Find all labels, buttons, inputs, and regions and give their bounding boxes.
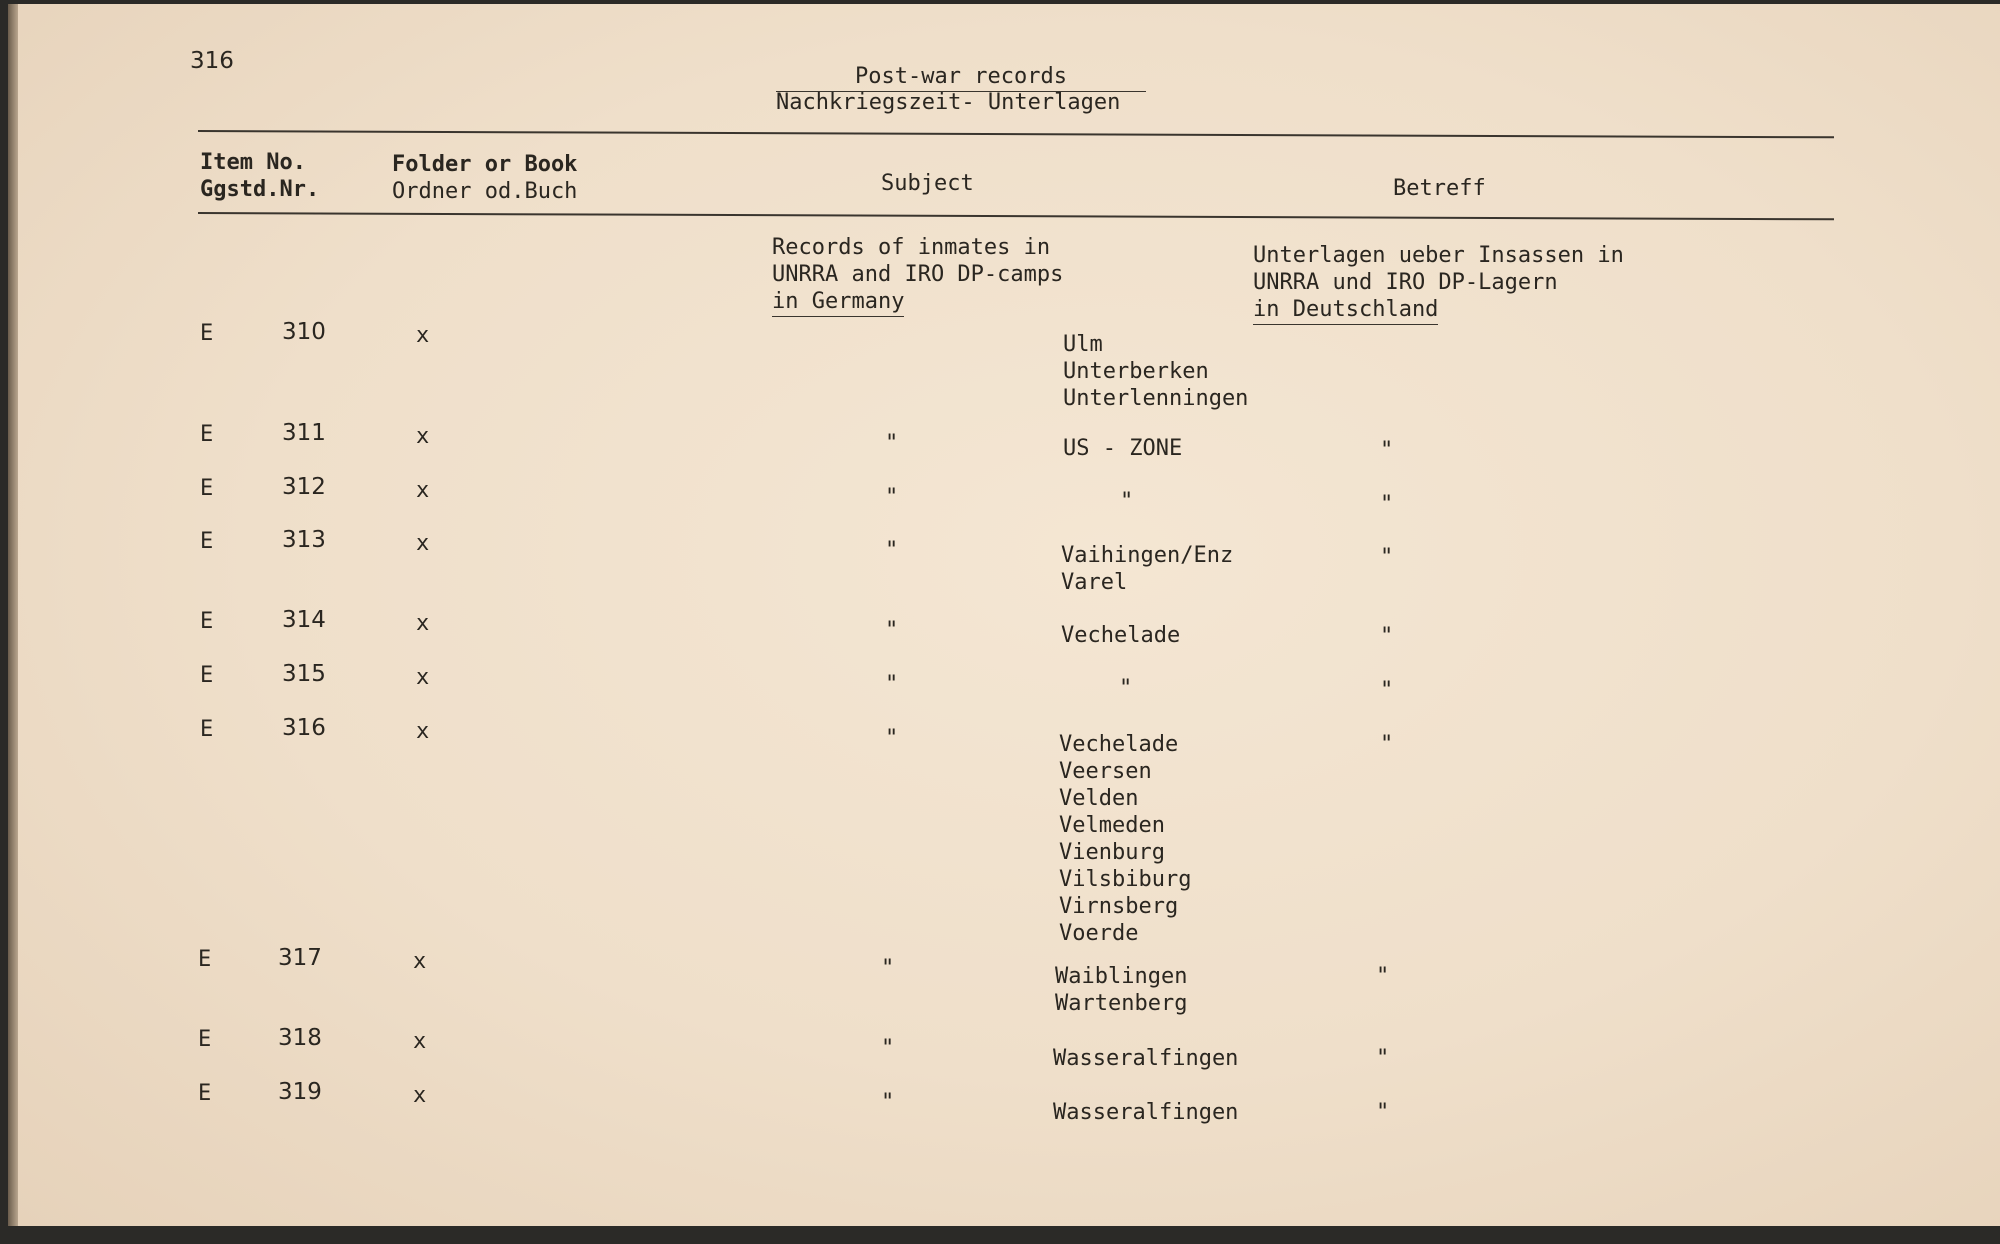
header-top-rule [198,130,1834,138]
subject-intro-line-3: in Germany [772,288,904,317]
subject-ditto: " [885,431,899,456]
item-letter: E [200,663,214,688]
folder-mark: x [413,1083,427,1108]
binding-edge [8,4,18,1226]
place-name: Voerde [1059,921,1139,946]
place-name: Unterberken [1063,359,1209,384]
item-number: 311 [282,420,326,446]
place-name: " [1119,676,1133,701]
subject-intro-line-2: UNRRA and IRO DP-camps [772,262,1064,287]
place-name: Vienburg [1059,840,1165,865]
place-name: US - ZONE [1063,436,1183,461]
place-name: Ulm [1063,332,1103,357]
betreff-ditto: " [1380,732,1394,757]
folder-mark: x [413,949,427,974]
betreff-ditto: " [1376,1046,1390,1071]
folder-mark: x [416,665,430,690]
betreff-ditto: " [1380,492,1394,517]
item-letter: E [200,529,214,554]
folder-mark: x [416,478,430,503]
item-number: 319 [278,1079,322,1105]
item-letter: E [198,1027,212,1052]
folder-mark: x [416,424,430,449]
subject-ditto: " [881,1090,895,1115]
place-name: Vechelade [1061,623,1181,648]
document-page [8,4,2000,1226]
header-betreff: Betreff [1393,176,1486,201]
place-name: Veersen [1059,759,1152,784]
item-number: 313 [282,527,326,553]
subject-ditto: " [881,1036,895,1061]
subject-ditto: " [885,618,899,643]
subject-ditto: " [885,485,899,510]
subject-ditto: " [885,538,899,563]
place-name: Virnsberg [1059,894,1179,919]
place-name: Vechelade [1059,732,1179,757]
folder-mark: x [416,531,430,556]
betreff-intro-line-2: UNRRA und IRO DP-Lagern [1253,270,1558,295]
folder-mark: x [416,611,430,636]
place-name: " [1120,489,1134,514]
item-letter: E [200,717,214,742]
item-letter: E [198,1081,212,1106]
folder-mark: x [416,323,430,348]
item-number: 314 [282,607,326,633]
item-number: 316 [282,715,326,741]
page-number: 316 [190,48,234,74]
place-name: Vaihingen/Enz [1061,543,1234,568]
subject-ditto: " [885,672,899,697]
item-letter: E [200,321,214,346]
header-folder-de: Ordner od.Buch [392,179,578,204]
place-name: Waiblingen [1055,964,1188,989]
item-letter: E [200,609,214,634]
item-number: 310 [282,319,326,345]
header-subject: Subject [881,171,974,196]
title-german: Nachkriegszeit- Unterlagen [776,90,1121,115]
header-item-no-de: Ggstd.Nr. [200,177,320,202]
item-letter: E [200,422,214,447]
folder-mark: x [413,1029,427,1054]
item-number: 318 [278,1025,322,1051]
item-letter: E [200,476,214,501]
item-number: 315 [282,661,326,687]
place-name: Unterlenningen [1063,386,1249,411]
betreff-intro-line-3: in Deutschland [1253,296,1438,325]
betreff-ditto: " [1376,1100,1390,1125]
betreff-ditto: " [1380,438,1394,463]
item-number: 312 [282,474,326,500]
subject-intro-line-1: Records of inmates in [772,235,1051,260]
header-folder: Folder or Book [392,152,578,177]
betreff-ditto: " [1380,545,1394,570]
item-number: 317 [278,945,322,971]
header-item-no: Item No. [200,150,306,175]
title-english: Post-war records [776,63,1146,92]
betreff-ditto: " [1380,678,1394,703]
betreff-ditto: " [1376,964,1390,989]
header-bottom-rule [198,212,1834,220]
place-name: Wasseralfingen [1053,1046,1239,1071]
place-name: Varel [1061,570,1128,595]
place-name: Wasseralfingen [1053,1100,1239,1125]
betreff-ditto: " [1380,624,1394,649]
subject-ditto: " [881,956,895,981]
place-name: Vilsbiburg [1059,867,1192,892]
place-name: Velden [1059,786,1139,811]
folder-mark: x [416,719,430,744]
subject-ditto: " [885,726,899,751]
item-letter: E [198,947,212,972]
betreff-intro-line-1: Unterlagen ueber Insassen in [1253,243,1624,268]
place-name: Velmeden [1059,813,1165,838]
place-name: Wartenberg [1055,991,1188,1016]
